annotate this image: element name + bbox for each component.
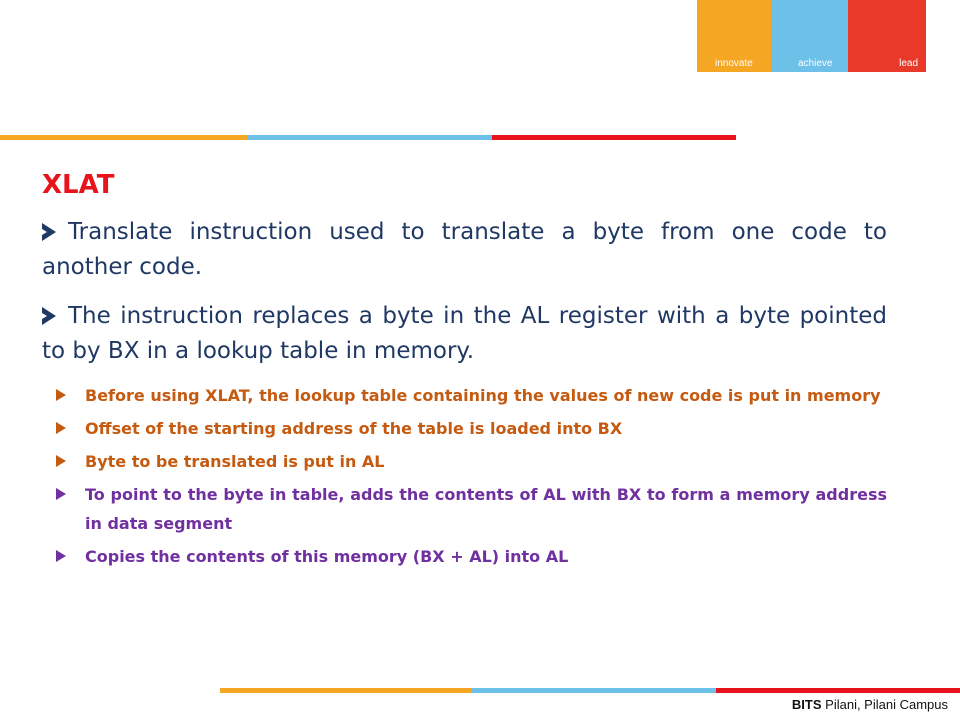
sub-point-list	[42, 381, 887, 571]
logo-word-achieve: achieve	[798, 58, 833, 69]
logo-word-innovate: innovate	[715, 58, 753, 69]
bits-logo	[697, 0, 926, 72]
logo-segment-achieve	[771, 0, 848, 72]
arrow-bullet-icon	[56, 422, 66, 434]
main-point	[42, 299, 887, 369]
sub-point-text: Copies the contents of this memory (BX + AL) into AL	[85, 547, 569, 566]
divider-orange	[0, 135, 247, 140]
footer-campus-text: Pilani, Pilani Campus	[825, 697, 948, 712]
main-point	[42, 215, 887, 285]
slide-title: XLAT	[42, 170, 115, 200]
sub-point	[42, 414, 887, 443]
arrow-bullet-icon	[56, 455, 66, 467]
sub-point	[42, 480, 887, 538]
main-point-text: The instruction replaces a byte in the AL register with a byte pointed to by BX in a lookup table in memory.	[42, 303, 887, 364]
sub-point	[42, 542, 887, 571]
top-divider	[0, 135, 736, 140]
footer-brand: BITS	[791, 697, 822, 712]
sub-point-text: Byte to be translated is put in AL	[85, 452, 385, 471]
divider-orange	[220, 688, 472, 693]
arrow-bullet-icon	[56, 488, 66, 500]
sub-point-text: To point to the byte in table, adds the contents of AL with BX to form a memory address in data segment	[85, 485, 887, 533]
slide-body	[42, 165, 887, 575]
arrow-bullet-icon	[42, 223, 56, 241]
arrow-bullet-icon	[56, 550, 66, 562]
arrow-bullet-icon	[42, 307, 56, 325]
footer-campus	[792, 697, 948, 712]
divider-blue	[247, 135, 492, 140]
logo-segment-innovate	[697, 0, 771, 72]
sub-point	[42, 447, 887, 476]
bottom-divider	[220, 688, 960, 693]
divider-blue	[472, 688, 716, 693]
divider-red	[716, 688, 960, 693]
arrow-bullet-icon	[56, 389, 66, 401]
sub-point	[42, 381, 887, 410]
main-point-text: Translate instruction used to translate a byte from one code to another code.	[42, 219, 887, 280]
logo-word-lead: lead	[899, 58, 918, 69]
divider-red	[492, 135, 736, 140]
sub-point-text: Before using XLAT, the lookup table containing the values of new code is put in memory	[85, 386, 881, 405]
logo-segment-lead	[848, 0, 926, 72]
sub-point-text: Offset of the starting address of the table is loaded into BX	[85, 419, 623, 438]
